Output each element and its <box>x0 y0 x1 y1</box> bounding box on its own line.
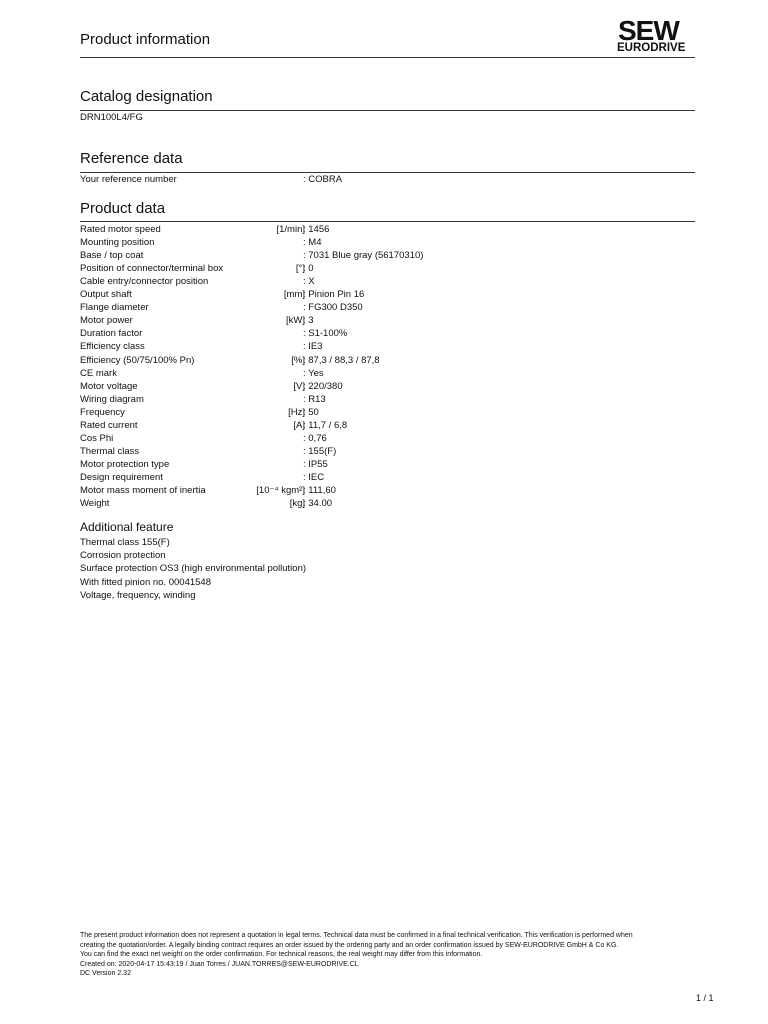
header-divider <box>80 57 695 58</box>
row-value: : IEC <box>303 471 325 483</box>
row-unit: [V] <box>293 380 305 392</box>
table-row <box>80 471 700 484</box>
table-row <box>80 419 700 432</box>
row-label: Motor power <box>80 315 133 327</box>
additional-heading: Additional feature <box>80 520 174 534</box>
row-value: : X <box>303 276 315 288</box>
page-number: 1 / 1 <box>696 993 714 1003</box>
row-unit: [°] <box>295 263 305 275</box>
row-label: Design requirement <box>80 471 163 483</box>
row-label: Motor voltage <box>80 380 138 392</box>
table-row <box>80 458 700 471</box>
row-unit: [Hz] <box>288 406 305 418</box>
row-value: : 11,7 / 6,8 <box>303 419 348 431</box>
row-value: : 87,3 / 88,3 / 87,8 <box>303 354 380 366</box>
list-item: With fitted pinion no. 00041548 <box>80 576 211 588</box>
row-unit: [%] <box>291 354 305 366</box>
table-row <box>80 301 700 314</box>
footer-line: You can find the exact net weight on the order confirmation. For technical reasons, the real weight may differ from this information. <box>80 951 483 958</box>
product-heading: Product data <box>80 200 166 217</box>
row-label: Motor mass moment of inertia <box>80 485 206 496</box>
table-row <box>80 340 700 353</box>
row-label: Flange diameter <box>80 302 149 314</box>
row-label: Your reference number <box>80 174 177 185</box>
row-value: : COBRA <box>303 174 343 185</box>
row-label: Wiring diagram <box>80 393 144 405</box>
table-row <box>80 288 700 301</box>
footer-line: The present product information does not represent a quotation in legal terms. Technical data must be confirmed in a final technical verification. This verification is performed when <box>80 932 633 939</box>
row-label: Duration factor <box>80 328 143 340</box>
page-title: Product information <box>80 31 211 48</box>
product-divider <box>80 221 695 222</box>
table-row <box>80 223 700 236</box>
list-item: Surface protection OS3 (high environmental pollution) <box>80 563 307 575</box>
table-row <box>80 314 700 327</box>
table-row <box>80 393 700 406</box>
list-item: Thermal class 155(F) <box>80 537 170 548</box>
row-unit: [kg] <box>289 498 305 510</box>
row-value: : 7031 Blue gray (56170310) <box>303 250 424 262</box>
row-label: Efficiency (50/75/100% Pn) <box>80 354 195 366</box>
list-item: Voltage, frequency, winding <box>80 589 196 601</box>
reference-heading: Reference data <box>80 150 183 167</box>
row-value: : 0,76 <box>303 432 327 444</box>
table-row <box>80 497 700 510</box>
row-label: Weight <box>80 498 110 510</box>
table-row <box>80 484 700 497</box>
table-row <box>80 236 700 249</box>
row-value: : R13 <box>303 393 326 405</box>
row-value: : 3 <box>303 315 314 327</box>
table-row <box>80 262 700 275</box>
logo-eurodrive-text: EURODRIVE <box>617 42 686 52</box>
catalog-divider <box>80 110 695 111</box>
footer-created-on: Created on: 2020-04-17 15:43:19 / Juan Torres / JUAN.TORRES@SEW-EURODRIVE.CL <box>80 960 359 968</box>
row-label: Mounting position <box>80 237 155 249</box>
row-value: : IP55 <box>303 458 328 470</box>
row-value: : 111,60 <box>303 485 336 496</box>
row-label: Frequency <box>80 406 125 418</box>
row-value: : 50 <box>303 406 319 418</box>
table-row <box>80 275 700 288</box>
row-value: : 155(F) <box>303 445 337 457</box>
row-label: Output shaft <box>80 289 132 301</box>
row-label: Motor protection type <box>80 458 170 470</box>
row-label: Efficiency class <box>80 341 145 353</box>
row-label: Rated motor speed <box>80 224 161 235</box>
row-value: : 0 <box>303 263 314 275</box>
row-label: Thermal class <box>80 445 140 457</box>
footer-version: DC Version 2.32 <box>80 970 131 977</box>
table-row <box>80 327 700 340</box>
row-label: Cable entry/connector position <box>80 276 209 288</box>
row-value: : M4 <box>303 237 322 249</box>
table-row <box>80 432 700 445</box>
footer-line: creating the quotation/order. A legally binding contract requires an order issued by the ordering party and an order confirmation issued by SEW-EURODRIVE GmbH & Co KG. <box>80 941 619 949</box>
table-row <box>80 249 700 262</box>
logo-sew-text: SEW <box>618 16 679 46</box>
row-value: : S1-100% <box>303 328 348 340</box>
reference-row <box>80 173 700 186</box>
row-unit: [mm] <box>283 289 305 301</box>
list-item: Corrosion protection <box>80 550 166 562</box>
row-value: : FG300 D350 <box>303 302 363 314</box>
row-label: Rated current <box>80 419 138 431</box>
table-row <box>80 354 700 367</box>
table-row <box>80 406 700 419</box>
row-unit: [10⁻⁴ kgm²] <box>256 485 305 496</box>
row-label: CE mark <box>80 367 117 379</box>
row-label: Cos Phi <box>80 432 114 444</box>
catalog-heading: Catalog designation <box>80 88 213 105</box>
row-unit: [A] <box>293 419 305 431</box>
row-label: Base / top coat <box>80 250 144 262</box>
row-unit: [kW] <box>286 315 305 327</box>
table-row <box>80 445 700 458</box>
row-value: : 220/380 <box>303 380 343 392</box>
footer-disclaimer <box>80 931 700 979</box>
row-value: : Yes <box>303 367 324 379</box>
table-row <box>80 367 700 380</box>
row-unit: [1/min] <box>276 224 305 235</box>
catalog-designation: DRN100L4/FG <box>80 112 143 123</box>
row-value: : Pinion Pin 16 <box>303 289 365 301</box>
row-value: : IE3 <box>303 341 323 353</box>
row-value: : 34.00 <box>303 498 333 510</box>
row-value: : 1456 <box>303 224 330 235</box>
row-label: Position of connector/terminal box <box>80 263 224 275</box>
table-row <box>80 380 700 393</box>
sew-eurodrive-logo <box>616 16 698 52</box>
